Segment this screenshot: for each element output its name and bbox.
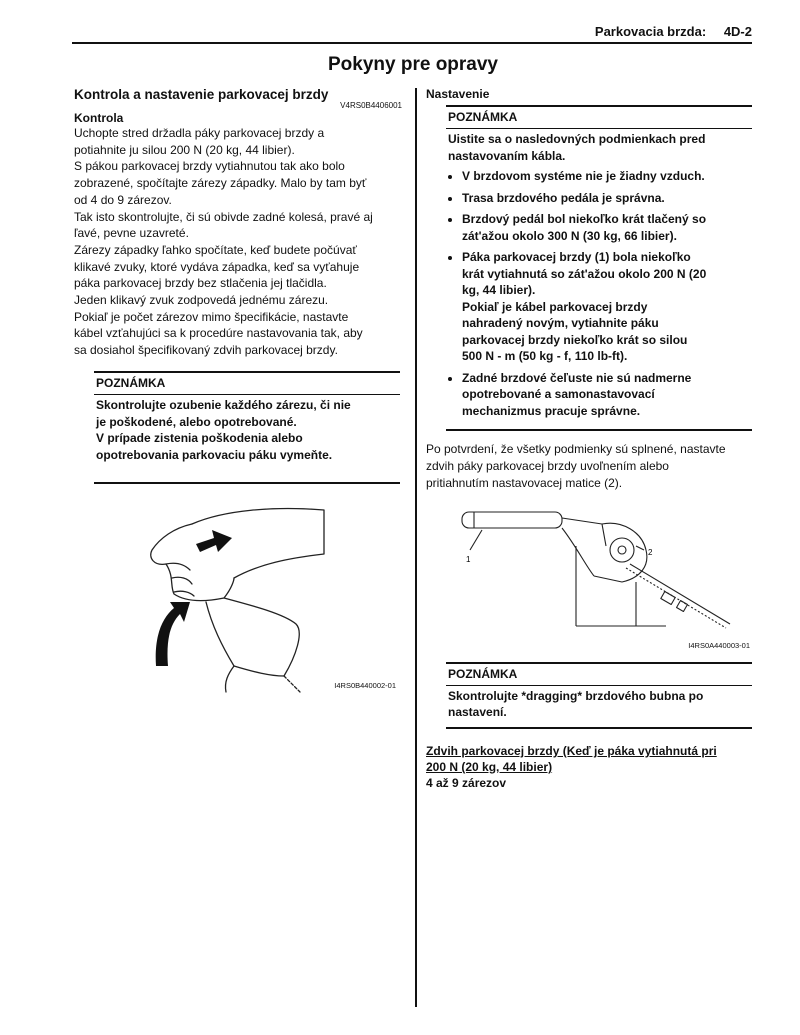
- text-line: páka parkovacej brzdy bez stlačenia jej tlačidla.: [74, 276, 327, 291]
- section-title: Parkovacia brzda:: [594, 24, 707, 39]
- callout-label-2: 2: [648, 547, 653, 557]
- text-line: • Brzdový pedál bol niekoľko krát tlačený so: [462, 212, 707, 227]
- text-line: zát'ažou okolo 300 N (30 kg, 66 libier).: [462, 228, 677, 243]
- callout-label-1: 1: [466, 554, 471, 564]
- pull-arrow-upper: [196, 530, 232, 552]
- text-line: krát vytiahnutá so zát'ažou okolo 200 N (20: [462, 266, 707, 281]
- note-title: POZNÁMKA: [446, 107, 752, 129]
- text-line: Skontrolujte ozubenie každého zárezu, či nie: [96, 397, 351, 412]
- text-line: Pokiaľ je počet zárezov mimo špecifikácie, nastavte: [74, 309, 349, 324]
- hand-lever-figure: [74, 506, 402, 706]
- figure-code: I4RS0A440003-01: [688, 640, 750, 650]
- spec-title-line: 200 N (20 kg, 44 libier): [426, 759, 553, 774]
- parking-brake-lever-diagram: [426, 506, 754, 641]
- list-item: [462, 370, 752, 420]
- adjustment-paragraph: [426, 441, 754, 491]
- text-line: kg, 44 libier).: [462, 283, 536, 298]
- page-title: Pokyny pre opravy: [327, 54, 499, 75]
- page-number: 4D-2: [723, 24, 752, 39]
- note-title: POZNÁMKA: [94, 373, 400, 395]
- list-item: [462, 249, 752, 365]
- text-line: zobrazené, spočítajte zárezy západky. Malo by tam byť: [74, 176, 367, 191]
- spec-value: 4 až 9 zárezov: [426, 775, 507, 790]
- list-item: [462, 211, 752, 244]
- text-line: zdvih páky parkovacej brzdy uvoľnením alebo: [426, 459, 669, 474]
- note-body: [94, 397, 400, 464]
- spec-title-line: Zdvih parkovacej brzdy (Keď je páka vytiahnutá pri: [426, 743, 717, 758]
- subheading-nastavenie: Nastavenie: [426, 87, 490, 101]
- text-line: nastavovaním kábla.: [448, 148, 566, 163]
- note-box-conditions: [446, 105, 752, 431]
- section-heading: Kontrola a nastavenie parkovacej brzdy: [74, 87, 329, 102]
- text-line: ľavé, pevne uzavreté.: [74, 226, 189, 241]
- text-line: pritiahnutím nastavovacej matice (2).: [426, 475, 623, 490]
- list-item: [462, 190, 752, 207]
- text-line: Jeden klikavý zvuk zodpovedá jednému zárezu.: [74, 293, 329, 308]
- text-line: potiahnite ju silou 200 N (20 kg, 44 libier).: [74, 142, 295, 157]
- text-line: Uchopte stred držadla páky parkovacej brzdy a: [74, 126, 325, 140]
- page-header: [581, 24, 752, 39]
- column-divider: [415, 88, 417, 1007]
- text-line: sa dosiahol špecifikovaný zdvih parkovacej brzdy.: [74, 343, 338, 358]
- text-line: parkovacej brzdy niekoľko krát so silou: [462, 332, 688, 347]
- text-line: nastavení.: [448, 705, 507, 720]
- right-column: [426, 87, 754, 791]
- inspection-paragraph: [74, 125, 402, 359]
- text-line: mechanizmus pracuje správne.: [462, 403, 641, 418]
- subheading-kontrola: Kontrola: [74, 111, 124, 125]
- text-line: S pákou parkovacej brzdy vytiahnutou tak ako bolo: [74, 159, 345, 174]
- text-line: je poškodené, alebo opotrebované.: [96, 414, 297, 429]
- left-column: [74, 87, 402, 706]
- text-line: klikavé zvuky, ktoré vydáva západka, keď sa vyťahuje: [74, 259, 360, 274]
- list-item: [462, 168, 752, 185]
- text-line: kábel vzťahujúci sa k procedúre nastavovania tak, aby: [74, 326, 363, 341]
- text-line: opotrebované a samonastavovací: [462, 387, 655, 402]
- text-line: Uistite sa o nasledovných podmienkach pred: [448, 132, 706, 146]
- text-line: • Zadné brzdové čeľuste nie sú nadmerne: [462, 370, 692, 385]
- text-line: V prípade zistenia poškodenia alebo: [96, 431, 303, 446]
- note-box-left: [94, 371, 400, 484]
- text-line: opotrebovania parkovaciu páku vymeňte.: [96, 447, 333, 462]
- lever-adjuster-figure: [426, 506, 754, 656]
- section-code: V4RS0B4406001: [340, 101, 402, 110]
- text-line: Po potvrdení, že všetky podmienky sú splnené, nastavte: [426, 442, 726, 457]
- note-body: [446, 688, 752, 721]
- text-line: Tak isto skontrolujte, či sú obivde zadné kolesá, pravé aj: [74, 209, 373, 224]
- note-title: POZNÁMKA: [446, 664, 752, 686]
- text-line: • Trasa brzdového pedála je správna.: [462, 190, 665, 205]
- header-rule: [72, 42, 752, 44]
- text-line: nahradený novým, vytiahnite páku: [462, 316, 659, 331]
- note-box-dragging: [446, 662, 752, 729]
- text-line: Pokiaľ je kábel parkovacej brzdy: [462, 299, 648, 314]
- spec-block: [426, 743, 754, 791]
- text-line: 500 N - m (50 kg - f, 110 lb-ft).: [462, 349, 628, 364]
- figure-code: I4RS0B440002-01: [334, 680, 396, 690]
- text-line: Skontrolujte *dragging* brzdového bubna po: [448, 688, 704, 703]
- note-intro: [446, 131, 752, 164]
- pull-arrow-lower: [156, 602, 190, 666]
- text-line: Zárezy západky ľahko spočítate, keď budete počúvať: [74, 242, 357, 257]
- text-line: od 4 do 9 zárezov.: [74, 192, 172, 207]
- text-line: • Páka parkovacej brzdy (1) bola niekoľko: [462, 250, 691, 265]
- conditions-list: [446, 168, 752, 419]
- hand-pulling-lever-illustration: [74, 506, 402, 696]
- text-line: • V brzdovom systéme nie je žiadny vzduch.: [462, 169, 705, 184]
